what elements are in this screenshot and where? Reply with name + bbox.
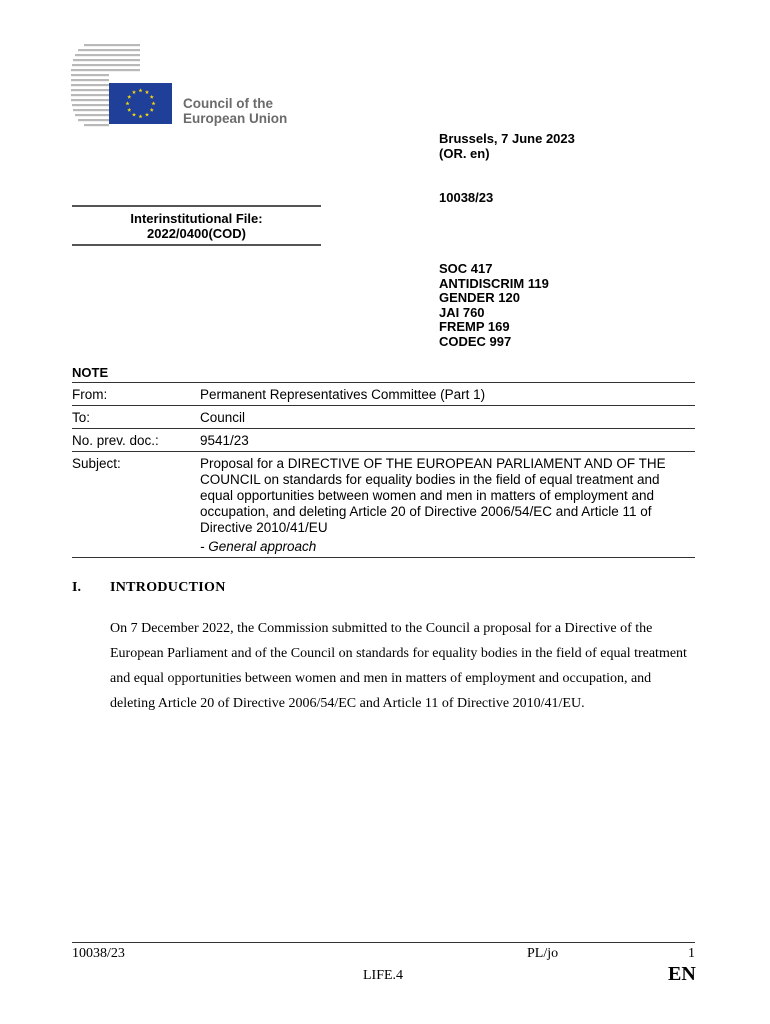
note-label: No. prev. doc.: [72,433,159,448]
note-value [200,456,695,555]
interinstitutional-label: Interinstitutional File: [130,211,263,226]
footer-language: EN [668,963,696,985]
note-value: 9541/23 [200,433,249,448]
section-number: I. [72,580,81,595]
note-value: Council [200,410,246,425]
note-table [72,382,695,558]
footer-initials: PL/jo [527,946,559,961]
note-row-to [72,406,695,429]
note-label: To: [72,410,91,425]
footer-doc-number: 10038/23 [72,946,125,961]
note-row-prev-doc [72,429,695,452]
organization-name [183,96,287,126]
code-item: ANTIDISCRIM 119 [439,275,549,291]
footer-page-number: 1 [688,946,695,961]
organization-name-line2: European Union [183,111,288,126]
subject-general-approach: - General approach [200,539,317,554]
classification-codes [439,262,549,349]
code-item: FREMP 169 [439,319,510,334]
note-row-subject [72,452,695,557]
code-item: GENDER 120 [439,290,520,305]
note-title: NOTE [72,365,109,380]
place-date: Brussels, 7 June 2023 [439,131,575,146]
footer-department: LIFE.4 [363,968,404,983]
note-label: Subject: [72,456,121,471]
interinstitutional-file [72,205,321,246]
document-number: 10038/23 [439,190,494,205]
subject-text: Proposal for a DIRECTIVE OF THE EUROPEAN PARLIAMENT AND OF THE COUNCIL on standards for equality bodies in the field of equal treatment and equal opportunities between women and men in matters of employment and occupation, and deleting Article 20 of Directive 2006/54/EC and Article 11 of Directive 2010/41/EU [200,456,666,535]
organization-name-line1: Council of the [183,96,273,111]
original-language: (OR. en) [439,145,490,161]
date-block [439,132,575,161]
code-item: CODEC 997 [439,333,512,349]
note-label: From: [72,387,108,402]
note-row-from [72,383,695,406]
note-value: Permanent Representatives Committee (Part 1) [200,387,486,402]
section-title: INTRODUCTION [110,580,226,595]
code-item: SOC 417 [439,261,493,276]
interinstitutional-value: 2022/0400(COD) [147,226,246,241]
section-paragraph: On 7 December 2022, the Commission submitted to the Council a proposal for a Directive of the European Parliament and of the Council on standards for equality bodies in the field of equal treatment and equal opportunities between women and men in matters of employment and occupation, and deleting Article 20 of Directive 2006/54/EC and Article 11 of Directive 2010/41/EU. [110,621,687,711]
footer-divider [72,942,695,943]
code-item: JAI 760 [439,304,485,320]
